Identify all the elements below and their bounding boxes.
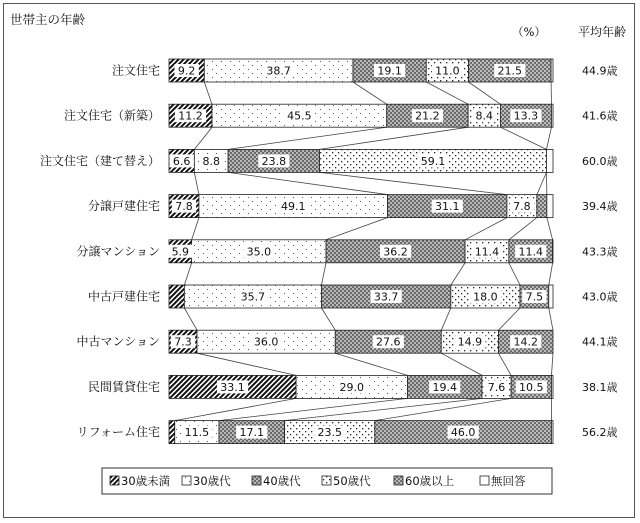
connector-line <box>426 82 468 104</box>
average-age-value: 39.4歳 <box>582 200 618 214</box>
category-label: 分譲戸建住宅 <box>87 199 160 214</box>
connector-line <box>465 218 507 240</box>
bar-segment <box>551 104 553 127</box>
connector-line <box>204 82 212 104</box>
legend-label: 30歳未満 <box>121 474 171 488</box>
connector-line <box>551 353 553 375</box>
connector-line <box>228 127 387 149</box>
connector-line <box>175 398 296 420</box>
connector-line <box>320 172 507 194</box>
data-label: 35.0 <box>246 245 272 259</box>
average-age-value: 56.2歳 <box>582 426 618 440</box>
data-label: 31.1 <box>434 200 460 214</box>
legend-swatch <box>110 476 119 485</box>
connector-line <box>441 353 482 375</box>
bar-segment <box>169 285 184 308</box>
data-label: 49.1 <box>280 200 306 214</box>
connector-line <box>509 218 537 240</box>
bar-segment <box>169 421 175 444</box>
average-age-value: 60.0歳 <box>582 154 618 168</box>
legend-label: 無回答 <box>491 474 526 488</box>
data-label: 7.8 <box>175 200 193 214</box>
data-label: 19.1 <box>377 64 402 78</box>
average-age-value: 43.0歳 <box>582 290 618 304</box>
bar-segment <box>551 375 553 398</box>
legend-swatch <box>322 476 331 485</box>
connector-line <box>441 308 451 330</box>
connector-line <box>537 172 547 194</box>
category-label: 注文住宅（建て替え） <box>39 153 160 168</box>
connector-line <box>228 172 387 194</box>
connector-line <box>197 353 296 375</box>
connector-line <box>321 263 326 285</box>
data-label: 10.5 <box>519 380 544 394</box>
data-label: 5.9 <box>171 245 190 259</box>
category-label: 中古マンション <box>76 334 160 349</box>
data-label: 14.9 <box>457 335 483 349</box>
category-label: 民間賃貸住宅 <box>87 379 160 394</box>
legend-swatch <box>394 476 403 485</box>
category-label: 注文住宅（新築） <box>63 108 160 123</box>
data-label: 23.8 <box>261 154 287 168</box>
bar-segment <box>551 421 553 444</box>
data-label: 13.3 <box>513 109 539 123</box>
data-label: 33.7 <box>373 290 399 304</box>
connector-line <box>192 218 199 240</box>
connector-line <box>184 263 191 285</box>
data-label: 59.1 <box>420 154 446 168</box>
category-label: リフォーム住宅 <box>76 425 160 440</box>
data-label: 19.4 <box>432 380 457 394</box>
data-label: 7.6 <box>487 380 506 394</box>
average-age-header: 平均年齢 <box>578 25 627 39</box>
data-label: 11.4 <box>474 245 500 259</box>
data-label: 35.7 <box>240 290 266 304</box>
legend <box>102 468 552 494</box>
bar-segment <box>547 195 553 218</box>
chart-svg <box>4 4 636 519</box>
data-label: 8.4 <box>475 109 494 123</box>
average-age-value: 44.1歳 <box>582 335 618 349</box>
bar-segment <box>549 285 553 308</box>
legend-label: 60歳以上 <box>405 474 455 488</box>
legend-swatch <box>182 476 191 485</box>
data-label: 11.5 <box>184 426 210 440</box>
average-age-value: 44.9歳 <box>582 64 618 78</box>
data-label: 7.3 <box>174 335 192 349</box>
average-age-value: 41.6歳 <box>582 109 618 123</box>
connector-line <box>184 308 197 330</box>
data-label: 29.0 <box>339 380 365 394</box>
connector-line <box>194 172 199 194</box>
connector-line <box>320 127 469 149</box>
data-label: 14.2 <box>513 335 538 349</box>
data-label: 11.0 <box>435 64 460 78</box>
connector-line <box>547 218 553 240</box>
data-label: 27.6 <box>376 335 401 349</box>
connector-line <box>326 218 387 240</box>
connector-line <box>549 308 553 330</box>
data-label: 38.7 <box>266 64 291 78</box>
connector-line <box>375 398 511 420</box>
connector-line <box>498 353 511 375</box>
data-label: 33.1 <box>220 380 245 394</box>
connector-line <box>353 82 387 104</box>
category-labels <box>40 64 160 440</box>
connector-line <box>549 263 553 285</box>
average-age-value: 38.1歳 <box>582 380 618 394</box>
connector-line <box>546 127 551 149</box>
connector-line <box>498 308 520 330</box>
connector-line <box>469 82 501 104</box>
data-label: 7.5 <box>525 290 544 304</box>
connector-line <box>335 353 407 375</box>
legend-label: 30歳代 <box>193 474 231 488</box>
data-label: 23.5 <box>317 426 342 440</box>
data-label: 6.6 <box>172 154 191 168</box>
data-label: 18.0 <box>473 290 498 304</box>
average-age-value: 43.3歳 <box>582 245 618 259</box>
bar-segment <box>537 195 547 218</box>
legend-label: 40歳代 <box>263 474 301 488</box>
chart-title: 世帯主の年齢 <box>10 12 86 27</box>
connector-line <box>451 263 465 285</box>
data-label: 8.8 <box>202 154 220 168</box>
category-label: 分譲マンション <box>76 244 160 259</box>
data-label: 45.5 <box>287 109 312 123</box>
average-age-values <box>582 64 618 440</box>
category-label: 注文住宅 <box>111 63 160 78</box>
chart-frame <box>3 3 635 518</box>
connector-line <box>500 127 546 149</box>
legend-swatch <box>252 476 261 485</box>
data-label: 36.2 <box>383 245 408 259</box>
connector-line <box>321 308 335 330</box>
data-label: 17.1 <box>239 426 265 440</box>
data-label: 11.2 <box>178 109 203 123</box>
data-label: 46.0 <box>450 426 476 440</box>
data-label: 21.5 <box>497 64 523 78</box>
connector-line <box>509 263 520 285</box>
data-label: 11.4 <box>518 245 543 259</box>
data-label: 36.0 <box>253 335 279 349</box>
connector-line <box>194 127 212 149</box>
legend-label: 50歳代 <box>333 474 371 488</box>
data-label: 21.2 <box>415 109 440 123</box>
legend-swatch <box>480 476 489 485</box>
bar-segment <box>546 149 553 172</box>
bar-segment <box>551 59 553 82</box>
unit-label: （%） <box>512 25 546 39</box>
data-label: 7.8 <box>513 200 531 214</box>
data-label: 9.2 <box>177 64 196 78</box>
category-label: 中古戸建住宅 <box>87 289 160 304</box>
